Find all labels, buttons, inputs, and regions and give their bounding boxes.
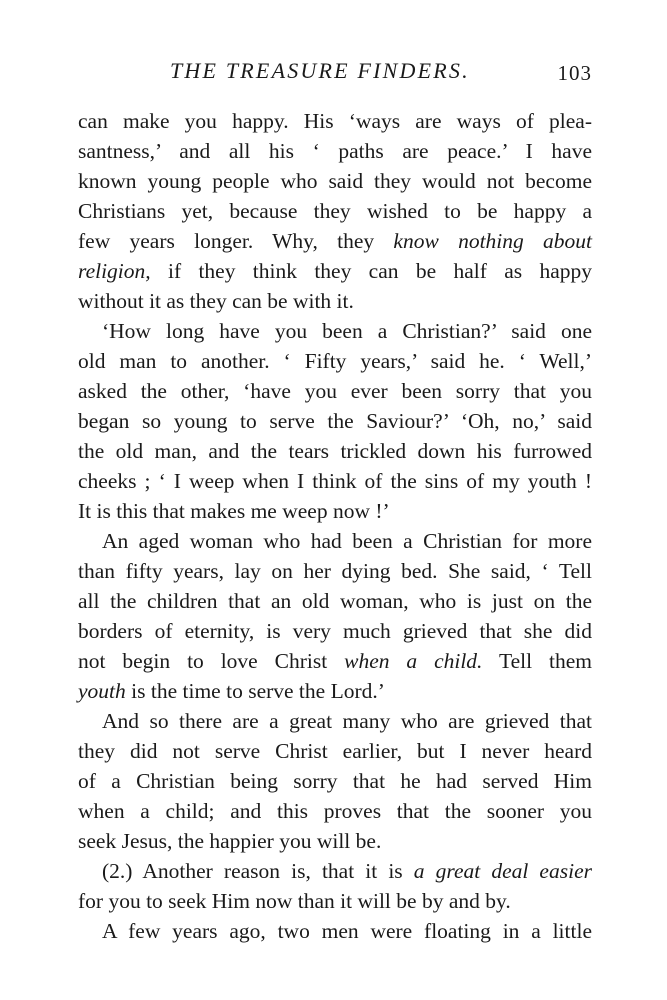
text-line — [78, 196, 592, 226]
text-line — [78, 376, 592, 406]
text-run: they did not serve Christ earlier, but I never heard — [78, 739, 592, 763]
text-line — [78, 646, 592, 676]
text-run: Christians yet, because they wished to be happy a — [78, 199, 592, 223]
text-line — [78, 166, 592, 196]
text-run: when a child; and this proves that the sooner you — [78, 799, 592, 823]
italic-text: religion, — [78, 259, 151, 283]
page-number: 103 — [557, 61, 592, 85]
text-line — [78, 826, 592, 856]
text-line — [78, 286, 592, 316]
text-line — [78, 406, 592, 436]
text-line — [78, 916, 592, 946]
text-run: And so there are a great many who are grieved that — [102, 709, 592, 733]
text-line — [78, 226, 592, 256]
text-run: borders of eternity, is very much grieved that she did — [78, 619, 592, 643]
text-run: few years longer. Why, they — [78, 229, 394, 253]
text-line — [78, 766, 592, 796]
text-run: not begin to love Christ — [78, 649, 345, 673]
text-line — [78, 106, 592, 136]
text-run: santness,’ and all his ‘ paths are peace.’ I have — [78, 139, 592, 163]
text-line — [78, 316, 592, 346]
text-run: the old man, and the tears trickled down his furrowed — [78, 439, 592, 463]
text-line — [78, 616, 592, 646]
text-run: asked the other, ‘have you ever been sorry that you — [78, 379, 592, 403]
text-run: can make you happy. His ‘ways are ways of plea- — [78, 109, 592, 133]
text-run: of a Christian being sorry that he had served Him — [78, 769, 592, 793]
text-line — [78, 676, 592, 706]
text-run: An aged woman who had been a Christian for more — [102, 529, 592, 553]
text-line — [78, 496, 592, 526]
text-run: ‘How long have you been a Christian?’ said one — [102, 319, 592, 343]
running-title: THE TREASURE FINDERS. — [170, 58, 470, 83]
text-run: for you to seek Him now than it will be by and by. — [78, 889, 511, 913]
text-run: all the children that an old woman, who is just on the — [78, 589, 592, 613]
text-run: seek Jesus, the happier you will be. — [78, 829, 382, 853]
italic-text: youth — [78, 679, 126, 703]
text-line — [78, 736, 592, 766]
text-run: if they think they can be half as happy — [150, 259, 592, 283]
text-run: A few years ago, two men were floating in a little — [102, 919, 592, 943]
text-run: known young people who said they would not become — [78, 169, 592, 193]
text-run: cheeks ; ‘ I weep when I think of the sins of my youth ! — [78, 469, 592, 493]
text-run: Tell them — [482, 649, 592, 673]
text-line — [78, 706, 592, 736]
text-line — [78, 466, 592, 496]
body-text — [78, 106, 592, 946]
text-run: without it as they can be with it. — [78, 289, 354, 313]
text-run: is the time to serve the Lord.’ — [125, 679, 385, 703]
text-line — [78, 136, 592, 166]
text-line — [78, 436, 592, 466]
page-header — [78, 58, 592, 90]
text-line — [78, 346, 592, 376]
text-run: than fifty years, lay on her dying bed. She said, ‘ Tell — [78, 559, 592, 583]
text-run: (2.) Another reason is, that it is — [102, 859, 414, 883]
italic-text: when a child. — [344, 649, 483, 673]
text-line — [78, 886, 592, 916]
text-run: old man to another. ‘ Fifty years,’ said he. ‘ Well,’ — [78, 349, 592, 373]
italic-text: a great deal easier — [413, 859, 592, 883]
text-line — [78, 526, 592, 556]
text-line — [78, 586, 592, 616]
text-line — [78, 856, 592, 886]
text-line — [78, 796, 592, 826]
text-line — [78, 556, 592, 586]
text-run: It is this that makes me weep now !’ — [78, 499, 390, 523]
text-line — [78, 256, 592, 286]
italic-text: know nothing about — [393, 229, 592, 253]
text-run: began so young to serve the Saviour?’ ‘Oh, no,’ said — [78, 409, 592, 433]
